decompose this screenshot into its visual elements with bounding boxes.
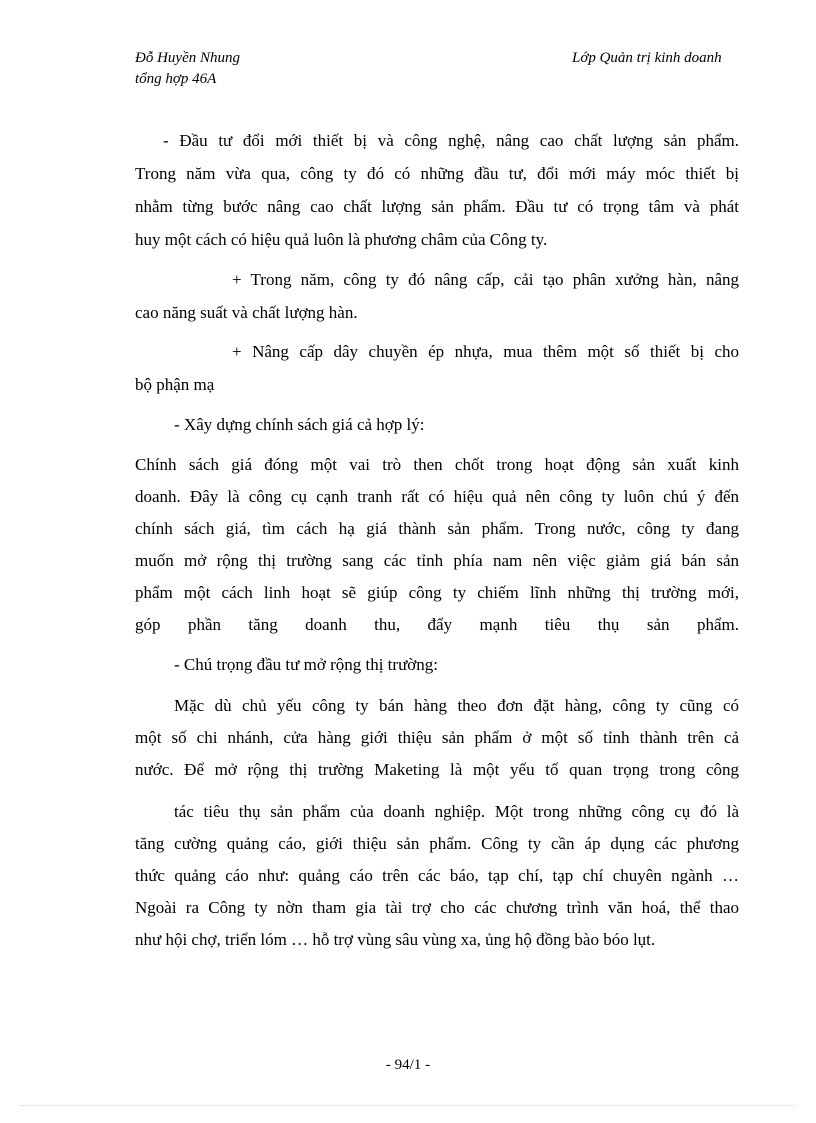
body-line: một số chi nhánh, cửa hàng giới thiệu sản phẩm ở một số tỉnh thành trên cả	[135, 728, 739, 747]
body-line: bộ phận mạ	[135, 375, 215, 394]
page-number: - 94/1 -	[385, 1057, 431, 1073]
header-author: Đỗ Huyền Nhung	[135, 50, 240, 66]
section-heading: - Xây dựng chính sách giá cả hợp lý:	[174, 415, 425, 434]
body-line: muốn mở rộng thị trường sang các tỉnh phía nam nên việc giảm giá bán sản	[135, 551, 739, 570]
body-line: góp phần tăng doanh thu, đẩy mạnh tiêu thụ sản phẩm.	[135, 615, 739, 634]
body-line: cao năng suất và chất lượng hàn.	[135, 303, 358, 322]
body-line: tăng cường quảng cáo, giới thiệu sản phẩm. Công ty cần áp dụng các phương	[135, 834, 739, 853]
body-line: chính sách giá, tìm cách hạ giá thành sản phẩm. Trong nước, công ty đang	[135, 519, 739, 538]
body-line: Trong năm vừa qua, công ty đó có những đầu tư, đổi mới máy móc thiết bị	[135, 164, 739, 183]
header-author-block	[135, 48, 240, 90]
header-class-sub: tổng hợp 46A	[135, 71, 217, 87]
body-line: tác tiêu thụ sản phẩm của doanh nghiệp. Một trong những công cụ đó là	[174, 802, 739, 821]
body-line: như hội chợ, triển lóm … hỗ trợ vùng sâu vùng xa, ủng hộ đồng bào bóo lụt.	[135, 930, 656, 949]
body-line: + Trong năm, công ty đó nâng cấp, cải tạo phân xưởng hàn, nâng	[232, 270, 739, 289]
section-heading: - Chú trọng đầu tư mở rộng thị trường:	[174, 655, 438, 674]
body-line: Mặc dù chủ yếu công ty bán hàng theo đơn đặt hàng, công ty cũng có	[174, 696, 739, 715]
body-line: - Đầu tư đổi mới thiết bị và công nghệ, nâng cao chất lượng sản phẩm.	[163, 131, 739, 150]
header-class-name: Lớp Quản trị kinh doanh	[572, 50, 722, 66]
body-line: nhằm từng bước nâng cao chất lượng sản phẩm. Đầu tư có trọng tâm và phát	[135, 197, 739, 216]
body-line: huy một cách có hiệu quả luôn là phương châm của Công ty.	[135, 230, 548, 249]
body-line: + Nâng cấp dây chuyền ép nhựa, mua thêm một số thiết bị cho	[232, 342, 739, 361]
page-edge-divider	[20, 1105, 796, 1106]
body-line: Ngoài ra Công ty nờn tham gia tài trợ cho các chương trình văn hoá, thể thao	[135, 898, 739, 917]
body-line: nước. Để mở rộng thị trường Maketing là một yếu tố quan trọng trong công	[135, 760, 739, 779]
body-line: doanh. Đây là công cụ cạnh tranh rất có hiệu quả nên công ty luôn chú ý đến	[135, 487, 739, 506]
body-line: thức quảng cáo như: quảng cáo trên các báo, tạp chí, tạp chí chuyên ngành …	[135, 866, 739, 885]
body-line: Chính sách giá đóng một vai trò then chốt trong hoạt động sản xuất kinh	[135, 455, 739, 474]
body-line: phẩm một cách linh hoạt sẽ giúp công ty chiếm lĩnh những thị trường mới,	[135, 583, 739, 602]
